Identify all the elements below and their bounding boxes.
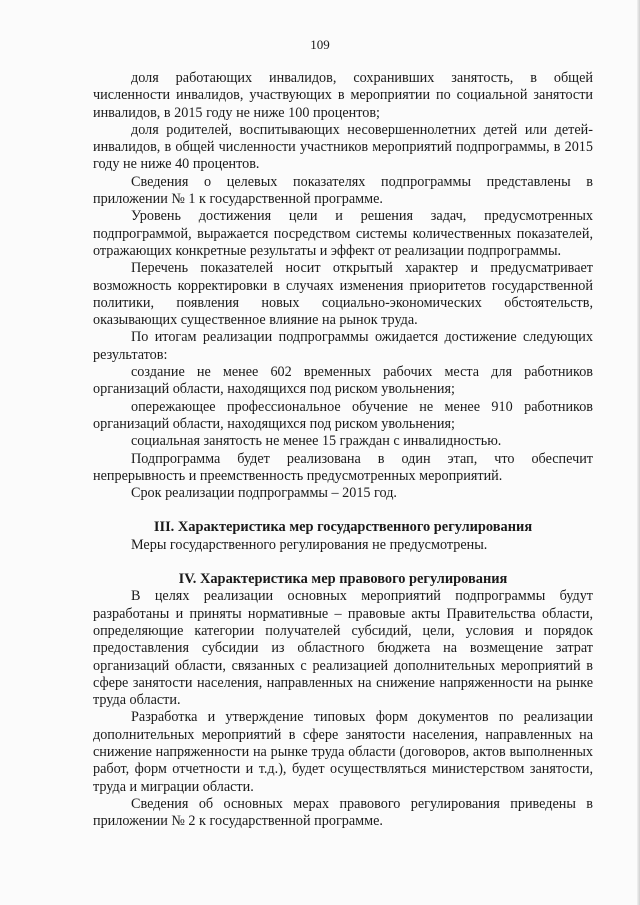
paragraph: Уровень достижения цели и решения задач, предусмотренных подпрограммой, выражается посредством системы количественных показателей, отражающих конкретные результаты и эффект от реализации подпрограммы. [93, 208, 593, 259]
page-number: 109 [310, 37, 330, 52]
paragraph: По итогам реализации подпрограммы ожидается достижение следующих результатов: [93, 329, 593, 363]
section-heading-3: III. Характеристика мер государственного регулирования [153, 519, 533, 536]
list-item: социальная занятость не менее 15 граждан с инвалидностью. [131, 433, 502, 450]
paragraph: Сведения об основных мерах правового регулирования приведены в приложении № 2 к государственной программе. [93, 795, 593, 830]
paragraph: Разработка и утверждение типовых форм документов по реализации дополнительных мероприятий в сфере занятости населения, направленных на снижение напряженности на рынке труда области (договоров, актов выполненных работ, форм отчетности и т.д.), будет осуществляться министерством занятости, труда и миграции области. [93, 709, 593, 795]
section-heading-4: IV. Характеристика мер правового регулирования [178, 571, 508, 588]
paragraph: Подпрограмма будет реализована в один этап, что обеспечит непрерывность и преемственность предусмотренных мероприятий. [93, 450, 593, 484]
spacer [93, 502, 593, 519]
paragraph: Срок реализации подпрограммы – 2015 год. [131, 485, 397, 502]
paragraph: доля родителей, воспитывающих несовершеннолетних детей или детей-инвалидов, в общей численности участников мероприятий подпрограммы, в 2015 году не ниже 40 процентов. [93, 121, 593, 173]
paragraph: В целях реализации основных мероприятий подпрограммы будут разработаны и приняты нормативные – правовые акты Правительства области, определяющие категории получателей субсидий, цели, условия и порядок предоставления субсидии из областного бюджета на возмещение затрат организаций области, связанных с реализацией дополнительных мероприятий в сфере занятости населения, направленных на снижение напряженности на рынке труда области. [93, 588, 593, 709]
list-item: создание не менее 602 временных рабочих места для работников организаций области, находящихся под риском увольнения; [93, 364, 593, 398]
paragraph: Перечень показателей носит открытый характер и предусматривает возможность корректировки в случаях изменения приоритетов государственной политики, появления новых социально-экономических обстоятельств, оказывающих существенное влияние на рынок труда. [93, 260, 593, 329]
paragraph: доля работающих инвалидов, сохранивших занятость, в общей численности инвалидов, участвующих в мероприятии по социальной занятости инвалидов, в 2015 году не ниже 100 процентов; [93, 70, 593, 121]
paragraph: Сведения о целевых показателях подпрограммы представлены в приложении № 1 к государственной программе. [93, 173, 593, 208]
spacer [93, 554, 593, 571]
document-body [93, 70, 593, 830]
section-3-text: Меры государственного регулирования не предусмотрены. [131, 536, 488, 553]
list-item: опережающее профессиональное обучение не менее 910 работников организаций области, находящихся под риском увольнения; [93, 398, 593, 432]
